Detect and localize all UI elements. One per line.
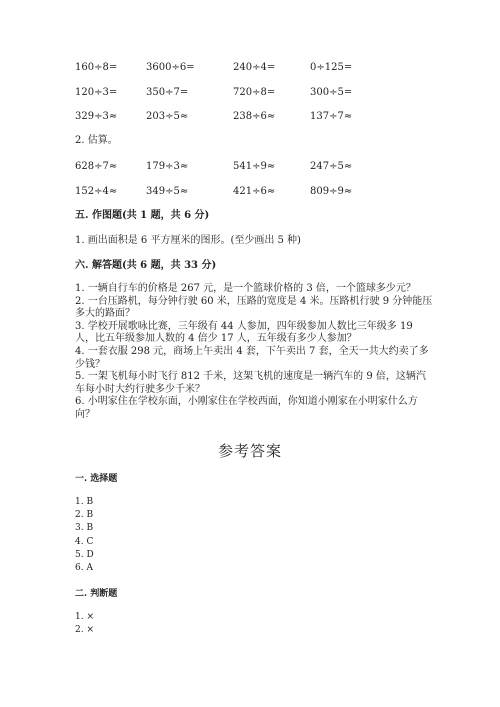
calc-cell: 203÷5≈ — [146, 111, 189, 122]
calc-cell: 0÷125= — [310, 62, 353, 73]
estimate-cell: 628÷7≈ — [75, 161, 118, 172]
estimate-cell: 349÷5≈ — [146, 186, 189, 197]
answer-item: 2. B — [75, 510, 94, 521]
question-list — [75, 283, 435, 422]
calc-row — [75, 61, 435, 75]
calc-cell: 329÷3≈ — [75, 111, 118, 122]
estimate-cell: 152÷4≈ — [75, 186, 118, 197]
estimate-row — [75, 160, 435, 174]
question: 3. 学校开展歌咏比赛，三年级有 44 人参加，四年级参加人数比三年级多 19 人，比五年级参加人数的 4 倍少 17 人，五年级有多少人参加？ — [75, 320, 413, 345]
calc-cell: 120÷3= — [75, 87, 118, 98]
section-heading: 六. 解答题(共 6 题，共 33 分) — [75, 260, 217, 271]
estimate-cell: 247÷5≈ — [310, 161, 353, 172]
answer-item: 2. × — [75, 625, 94, 636]
answer-list — [75, 611, 94, 637]
answer-item: 4. C — [75, 536, 94, 547]
answer-item: 1. × — [75, 612, 94, 622]
calc-cell: 3600÷6= — [146, 62, 195, 73]
calc-cell: 240÷4= — [233, 62, 276, 73]
estimate-label: 2. 估算。 — [75, 135, 118, 146]
estimate-cell: 809÷9≈ — [310, 186, 353, 197]
answer-item: 1. B — [75, 497, 94, 507]
answers-title: 参考答案 — [217, 442, 282, 460]
calc-cell: 350÷7= — [146, 87, 189, 98]
answer-section-heading: 二. 判断题 — [75, 589, 118, 599]
calc-cell: 720÷8= — [233, 87, 276, 98]
estimate-cell: 421÷6≈ — [233, 186, 276, 197]
calc-cell: 300÷5= — [310, 87, 353, 98]
question: 5. 一架飞机每小时飞行 812 千米，这架飞机的速度是一辆汽车的 9 倍，这辆汽车每小时大约行驶多少千米？ — [75, 371, 426, 395]
answer-item: 3. B — [75, 523, 94, 534]
question: 1. 画出面积是 6 平方厘米的图形。(至少画出 5 种) — [75, 235, 301, 246]
answer-list — [75, 496, 94, 575]
calc-row — [75, 86, 435, 100]
question: 2. 一台压路机，每分钟行驶 60 米，压路的宽度是 4 米。压路机行驶 9 分钟能压多大的路面？ — [75, 295, 433, 320]
calc-cell: 160÷8= — [75, 62, 118, 73]
section-heading: 五. 作图题(共 1 题，共 6 分) — [75, 210, 210, 221]
calc-cell: 238÷6≈ — [233, 111, 276, 122]
estimate-row — [75, 185, 435, 199]
estimate-cell: 541÷9≈ — [233, 161, 276, 172]
question: 1. 一辆自行车的价格是 267 元，是一个篮球价格的 3 倍，一个篮球多少元？ — [75, 283, 416, 294]
question: 6. 小明家住在学校东面，小刚家住在学校西面，你知道小刚家在小明家什么方向？ — [75, 396, 418, 420]
calc-row — [75, 110, 435, 124]
answer-section-heading: 一. 选择题 — [75, 474, 118, 484]
estimate-cell: 179÷3≈ — [146, 161, 189, 172]
answer-item: 5. D — [75, 549, 94, 560]
calc-cell: 137÷7≈ — [310, 111, 353, 122]
question: 4. 一套衣服 298 元，商场上午卖出 4 套，下午卖出 7 套，全天一共大约卖了多少钱？ — [75, 345, 429, 370]
answer-item: 6. A — [75, 563, 93, 574]
